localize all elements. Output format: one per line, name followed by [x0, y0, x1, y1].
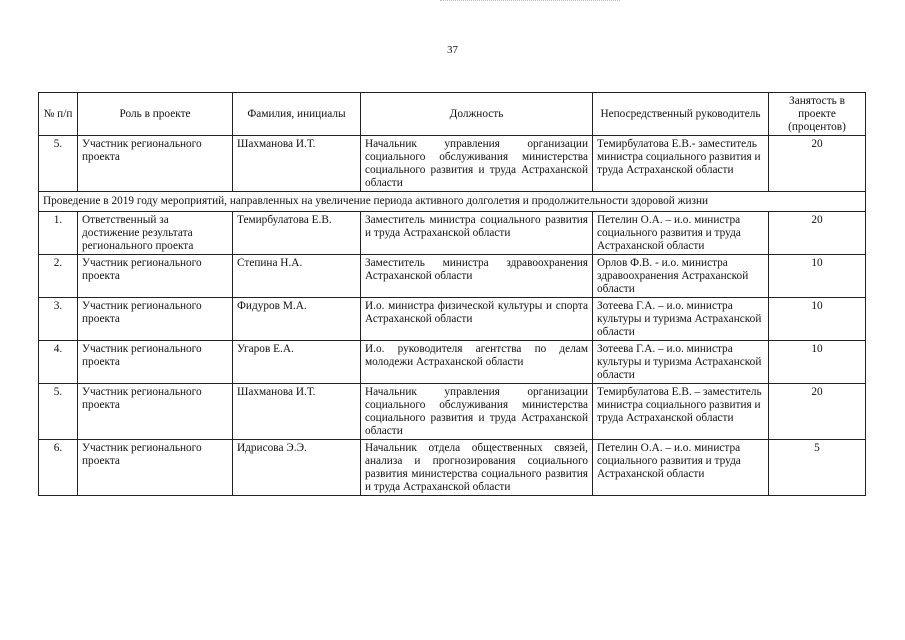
row-role: Участник регионального проекта: [78, 440, 233, 496]
row-name: Шахманова И.Т.: [233, 136, 361, 192]
row-role: Участник регионального проекта: [78, 136, 233, 192]
row-num: 5.: [39, 384, 78, 440]
table-row: [39, 136, 866, 192]
header-manager: Непосредственный руководитель: [593, 93, 769, 136]
row-role: Участник регионального проекта: [78, 255, 233, 298]
section-row: [39, 192, 866, 212]
table-row: [39, 298, 866, 341]
row-name: Темирбулатова Е.В.: [233, 212, 361, 255]
page-number: 37: [447, 44, 458, 56]
row-name: Степина Н.А.: [233, 255, 361, 298]
row-employment: 5: [769, 440, 866, 496]
row-manager: Зотеева Г.А. – и.о. министра культуры и туризма Астраханской области: [593, 298, 769, 341]
header-role: Роль в проекте: [78, 93, 233, 136]
row-employment: 20: [769, 212, 866, 255]
row-name: Шахманова И.Т.: [233, 384, 361, 440]
row-employment: 20: [769, 384, 866, 440]
row-name: Идрисова Э.Э.: [233, 440, 361, 496]
row-num: 2.: [39, 255, 78, 298]
row-manager: Петелин О.А. – и.о. министра социального развития и труда Астраханской области: [593, 212, 769, 255]
row-employment: 10: [769, 255, 866, 298]
row-num: 3.: [39, 298, 78, 341]
header-employment: Занятость в проекте (процентов): [769, 93, 866, 136]
row-num: 6.: [39, 440, 78, 496]
row-employment: 10: [769, 298, 866, 341]
row-position: И.о. министра физической культуры и спорта Астраханской области: [361, 298, 593, 341]
row-manager: Зотеева Г.А. – и.о. министра культуры и туризма Астраханской области: [593, 341, 769, 384]
table-row: [39, 255, 866, 298]
table-row: [39, 341, 866, 384]
row-manager: Орлов Ф.В. - и.о. министра здравоохранения Астраханской области: [593, 255, 769, 298]
row-role: Участник регионального проекта: [78, 384, 233, 440]
row-manager: Петелин О.А. – и.о. министра социального развития и труда Астраханской области: [593, 440, 769, 496]
section-title: Проведение в 2019 году мероприятий, направленных на увеличение периода активного долголетия и продолжительности здоровой жизни: [39, 192, 866, 212]
project-participants-table: [38, 92, 866, 496]
row-num: 4.: [39, 341, 78, 384]
row-position: Заместитель министра социального развития и труда Астраханской области: [361, 212, 593, 255]
row-position: Начальник управления организации социального обслуживания министерства социального развития и труда Астраханской области: [361, 384, 593, 440]
table-row: [39, 440, 866, 496]
row-position: И.о. руководителя агентства по делам молодежи Астраханской области: [361, 341, 593, 384]
row-role: Ответственный за достижение результата регионального проекта: [78, 212, 233, 255]
scan-artifact: [440, 0, 620, 2]
row-num: 5.: [39, 136, 78, 192]
row-num: 1.: [39, 212, 78, 255]
row-manager: Темирбулатова Е.В. – заместитель министра социального развития и труда Астраханской области: [593, 384, 769, 440]
row-employment: 20: [769, 136, 866, 192]
row-employment: 10: [769, 341, 866, 384]
header-position: Должность: [361, 93, 593, 136]
table-row: [39, 384, 866, 440]
row-position: Начальник управления организации социального обслуживания министерства социального развития и труда Астраханской области: [361, 136, 593, 192]
table-header-row: [39, 93, 866, 136]
row-position: Начальник отдела общественных связей, анализа и прогнозирования социального развития министерства социального развития и труда Астраханской области: [361, 440, 593, 496]
table-row: [39, 212, 866, 255]
row-position: Заместитель министра здравоохранения Астраханской области: [361, 255, 593, 298]
row-role: Участник регионального проекта: [78, 298, 233, 341]
row-manager: Темирбулатова Е.В.- заместитель министра социального развития и труда Астраханской области: [593, 136, 769, 192]
header-num: № п/п: [39, 93, 78, 136]
row-name: Фидуров М.А.: [233, 298, 361, 341]
row-role: Участник регионального проекта: [78, 341, 233, 384]
header-name: Фамилия, инициалы: [233, 93, 361, 136]
row-name: Угаров Е.А.: [233, 341, 361, 384]
